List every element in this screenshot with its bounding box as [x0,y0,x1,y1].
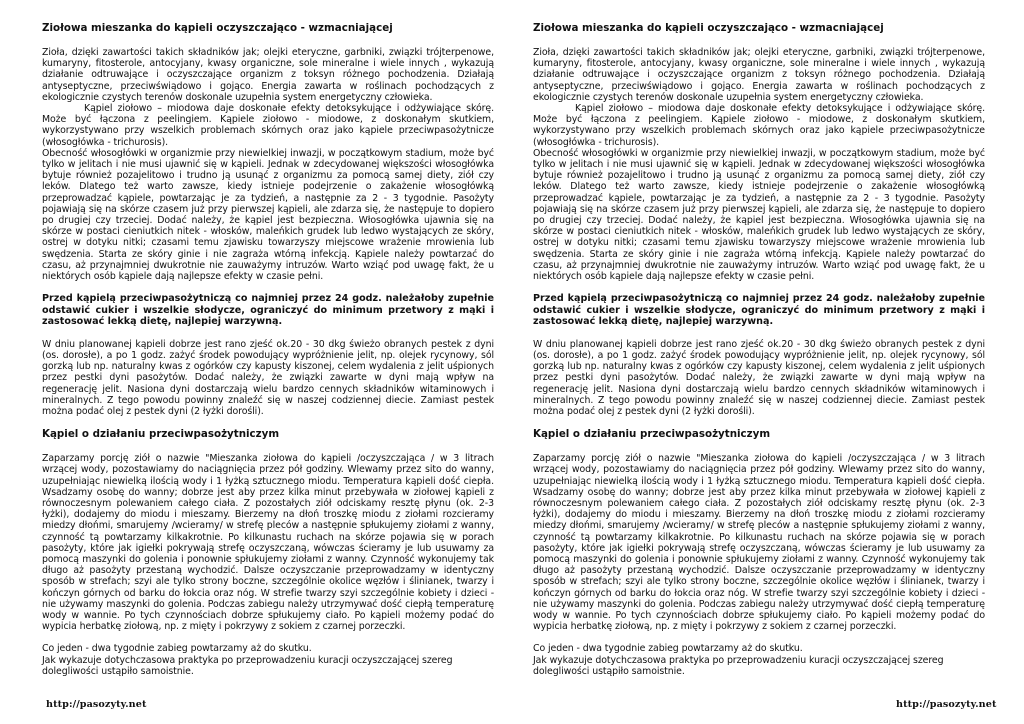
document-title: Ziołowa mieszanka do kąpieli oczyszczająco - wzmacniającej [42,22,393,34]
procedure-paragraph: Zaparzamy porcję ziół o nazwie "Mieszanka ziołowa do kąpieli /oczyszczająca / w 3 litrach wrzącej wody, pozostawiamy do naciągnięcia przez pół godziny. Wlewamy przez sito do wanny, uzupełniając niewielką ilością wody i 1 łyżką sztucznego miodu. Temperatura kąpieli dość ciepła. Wsadzamy osobę do wanny; dobrze jest aby przez kilka minut przebywała w ziołowej kąpieli z równoczesnym polewaniem całego ciała. Z pozostałych ziół odciskamy resztę płynu (ok. 2-3 łyżki), dodajemy do miodu i mieszamy. Bierzemy na dłoń troszkę miodu z ziołami rozcieramy miedzy dłońmi, smarujemy /wcieramy/ w strefę pleców a następnie spłukujemy ziołami z wanny, czynność tą powtarzamy kilkakrotnie. Po kilkunastu ruchach na skórze pojawia się w porach pasożyty, które jak igiełki pokrywają strefę oczyszczaną, wówczas ścieramy je lub usuwamy za pomocą maszynki do golenia i ponownie spłukujemy ziołami z wanny. Czynność wykonujemy tak długo aż pasożyty przestaną wychodzić. Dalsze oczyszczanie przeprowadzamy w identyczny sposób w strefach; szyi ale tylko strony boczne, szczególnie okolice węzłów i ślinianek, twarzy i kończyn górnych od barku do łokcia oraz nóg. W strefie twarzy szyi szczególnie kobiety i dzieci - nie używamy maszynki do golenia. Podczas zabiegu należy utrzymywać dość ciepłą temperaturę wody w wannie. Po tych czynnościach dobrze spłukujemy ciało. Po kąpieli możemy podać do wypicia herbatkę ziołową, np. z mięty i pokrzywy z sokiem z czarnej porzeczki. [533,453,985,633]
closing-line: Jak wykazuje dotychczasowa praktyka po przeprowadzeniu kuracji oczyszczającej szereg dolegliwości ustąpiło samoistnie. [42,654,453,677]
diet-warning: Przed kąpielą przeciwpasożytniczą co najmniej przez 24 godz. należałoby zupełnie odstawić cukier i wszelkie słodycze, ograniczyć do minimum przetwory z mąki i zastosować lekką dietę, najlepiej warzywną. [42,293,494,328]
document-title: Ziołowa mieszanka do kąpieli oczyszczająco - wzmacniającej [533,22,884,34]
parasite-paragraph: Obecność włosogłówki w organizmie przy niewielkiej inwazji, w początkowym stadium, może być tylko w jelitach i nie musi ujawnić się w kąpieli. Jednak w zdecydowanej większości włosogłówka bytuje również pozajelitowo i trudno ją usunąć z organizmu za pomocą samej diety, ziół czy leków. Dlatego też warto zawsze, kiedy istnieje podejrzenie o zakażenie włosogłówką przeprowadzać kąpiele, powtarzając je za tydzień, a następnie za 2 - 3 tygodnie. Pasożyty pojawiają się na skórze czasem już przy pierwszej kąpieli, ale zdarza się, że następuje to dopiero po drugiej czy trzeciej. Dodać należy, że kąpiel jest bezpieczna. Włosogłówka ujawnia się na skórze w postaci cieniutkich nitek - włosków, maleńkich grudek lub ledwo wystających ze skóry, ostrej w dotyku nitki; czasami temu zjawisku towarzyszy miejscowe wrażenie mrowienia lub swędzenia. Starta ze skóry ginie i nie zagraża wtórną infekcją. Kąpiele należy powtarzać do czasu, aż przynajmniej dwukrotnie nie zauważymy intruzów. Warto wziąć pod uwagę fakt, że u niektórych osób kąpiele dają najlepsze efekty w czasie pełni. [42,147,494,283]
footer-link[interactable]: http://pasozyty.net [896,699,997,710]
intro-group [533,47,985,282]
intro-paragraph: Zioła, dzięki zawartości takich składników jak; olejki eteryczne, garbniki, związki trójterpenowe, kumaryny, fitosterole, antocyjany, kwasy organiczne, sole mineralne i wiele innych , wykazują działanie odtruwające i oczyszczające organizm z toksyn różnego pochodzenia. Działają antyseptyczne, przeciwświądowo i gojąco. Energia zawarta w roślinach pochodzących z ekologicznie czystych terenów doskonale uzupełnia system energetyczny człowieka. [42,47,494,103]
repeat-line: Co jeden - dwa tygodnie zabieg powtarzamy aż do skutku. [533,643,803,655]
procedure-paragraph: Zaparzamy porcję ziół o nazwie "Mieszanka ziołowa do kąpieli /oczyszczająca / w 3 litrach wrzącej wody, pozostawiamy do naciągnięcia przez pół godziny. Wlewamy przez sito do wanny, uzupełniając niewielką ilością wody i 1 łyżką sztucznego miodu. Temperatura kąpieli dość ciepła. Wsadzamy osobę do wanny; dobrze jest aby przez kilka minut przebywała w ziołowej kąpieli z równoczesnym polewaniem całego ciała. Z pozostałych ziół odciskamy resztę płynu (ok. 2-3 łyżki), dodajemy do miodu i mieszamy. Bierzemy na dłoń troszkę miodu z ziołami rozcieramy miedzy dłońmi, smarujemy /wcieramy/ w strefę pleców a następnie spłukujemy ziołami z wanny, czynność tą powtarzamy kilkakrotnie. Po kilkunastu ruchach na skórze pojawia się w porach pasożyty, które jak igiełki pokrywają strefę oczyszczaną, wówczas ścieramy je lub usuwamy za pomocą maszynki do golenia i ponownie spłukujemy ziołami z wanny. Czynność wykonujemy tak długo aż pasożyty przestaną wychodzić. Dalsze oczyszczanie przeprowadzamy w identyczny sposób w strefach; szyi ale tylko strony boczne, szczególnie okolice węzłów i ślinianek, twarzy i kończyn górnych od barku do łokcia oraz nóg. W strefie twarzy szyi szczególnie kobiety i dzieci - nie używamy maszynki do golenia. Podczas zabiegu należy utrzymywać dość ciepłą temperaturę wody w wannie. Po tych czynnościach dobrze spłukujemy ciało. Po kąpieli możemy podać do wypicia herbatkę ziołową, np. z mięty i pokrzywy z sokiem z czarnej porzeczki. [42,453,494,633]
parasite-paragraph: Obecność włosogłówki w organizmie przy niewielkiej inwazji, w początkowym stadium, może być tylko w jelitach i nie musi ujawnić się w kąpieli. Jednak w zdecydowanej większości włosogłówka bytuje również pozajelitowo i trudno ją usunąć z organizmu za pomocą samej diety, ziół czy leków. Dlatego też warto zawsze, kiedy istnieje podejrzenie o zakażenie włosogłówką przeprowadzać kąpiele, powtarzając je za tydzień, a następnie za 2 - 3 tygodnie. Pasożyty pojawiają się na skórze czasem już przy pierwszej kąpieli, ale zdarza się, że następuje to dopiero po drugiej czy trzeciej. Dodać należy, że kąpiel jest bezpieczna. Włosogłówka ujawnia się na skórze w postaci cieniutkich nitek - włosków, maleńkich grudek lub ledwo wystających ze skóry, ostrej w dotyku nitki; czasami temu zjawisku towarzyszy miejscowe wrażenie mrowienia lub swędzenia. Starta ze skóry ginie i nie zagraża wtórną infekcją. Kąpiele należy powtarzać do czasu, aż przynajmniej dwukrotnie nie zauważymy intruzów. Warto wziąć pod uwagę fakt, że u niektórych osób kąpiele dają najlepsze efekty w czasie pełni. [533,147,985,283]
bath-paragraph: Kąpiel ziołowo – miodowa daje doskonałe efekty detoksykujące i odżywiające skórę. Może być łączona z peelingiem. Kąpiele ziołowo - miodowe, z doskonałym skutkiem, wykorzystywano przy wszelkich problemach skórnych oraz jako kąpiele przeciwpasożytnicze (włosogłówka - trichurosis). [533,103,985,148]
ending-group [42,643,494,677]
left-column [42,22,494,677]
footer-link[interactable]: http://pasozyty.net [46,699,147,710]
repeat-line: Co jeden - dwa tygodnie zabieg powtarzamy aż do skutku. [42,643,312,655]
diet-warning: Przed kąpielą przeciwpasożytniczą co najmniej przez 24 godz. należałoby zupełnie odstawić cukier i wszelkie słodycze, ograniczyć do minimum przetwory z mąki i zastosować lekką dietę, najlepiej warzywną. [533,293,985,328]
meal-paragraph: W dniu planowanej kąpieli dobrze jest rano zjeść ok.20 - 30 dkg świeżo obranych pestek z dyni (os. dorosłe), a po 1 godz. zażyć środek powodujący wypróżnienie jelit, np. olejek rycynowy, sól gorzką lub np. naturalny kwas z ogórków czy kapusty kiszonej, celem wydalenia z jelit uśpionych przez pestki dyni pasożytów. Dodać należy, że związki zawarte w dyni mają wpływ na regenerację jelit. Nasiona dyni dostarczają wielu bardzo cennych składników witaminowych i mineralnych. Z tego powodu powinny znaleźć się w naszej codziennej diecie. Zamiast pestek można podać olej z pestek dyni (2 łyżki dorośli). [533,338,985,417]
intro-group [42,47,494,282]
closing-line: Jak wykazuje dotychczasowa praktyka po przeprowadzeniu kuracji oczyszczającej szereg dolegliwości ustąpiło samoistnie. [533,654,944,677]
section-title: Kąpiel o działaniu przeciwpasożytniczym [533,428,771,441]
right-column [533,22,985,677]
ending-group [533,643,985,677]
section-title: Kąpiel o działaniu przeciwpasożytniczym [42,428,280,441]
meal-paragraph: W dniu planowanej kąpieli dobrze jest rano zjeść ok.20 - 30 dkg świeżo obranych pestek z dyni (os. dorosłe), a po 1 godz. zażyć środek powodujący wypróżnienie jelit, np. olejek rycynowy, sól gorzką lub np. naturalny kwas z ogórków czy kapusty kiszonej, celem wydalenia z jelit uśpionych przez pestki dyni pasożytów. Dodać należy, że związki zawarte w dyni mają wpływ na regenerację jelit. Nasiona dyni dostarczają wielu bardzo cennych składników witaminowych i mineralnych. Z tego powodu powinny znaleźć się w naszej codziennej diecie. Zamiast pestek można podać olej z pestek dyni (2 łyżki dorośli). [42,338,494,417]
intro-paragraph: Zioła, dzięki zawartości takich składników jak; olejki eteryczne, garbniki, związki trójterpenowe, kumaryny, fitosterole, antocyjany, kwasy organiczne, sole mineralne i wiele innych , wykazują działanie odtruwające i oczyszczające organizm z toksyn różnego pochodzenia. Działają antyseptyczne, przeciwświądowo i gojąco. Energia zawarta w roślinach pochodzących z ekologicznie czystych terenów doskonale uzupełnia system energetyczny człowieka. [533,47,985,103]
bath-paragraph: Kąpiel ziołowo – miodowa daje doskonałe efekty detoksykujące i odżywiające skórę. Może być łączona z peelingiem. Kąpiele ziołowo - miodowe, z doskonałym skutkiem, wykorzystywano przy wszelkich problemach skórnych oraz jako kąpiele przeciwpasożytnicze (włosogłówka - trichurosis). [42,103,494,148]
